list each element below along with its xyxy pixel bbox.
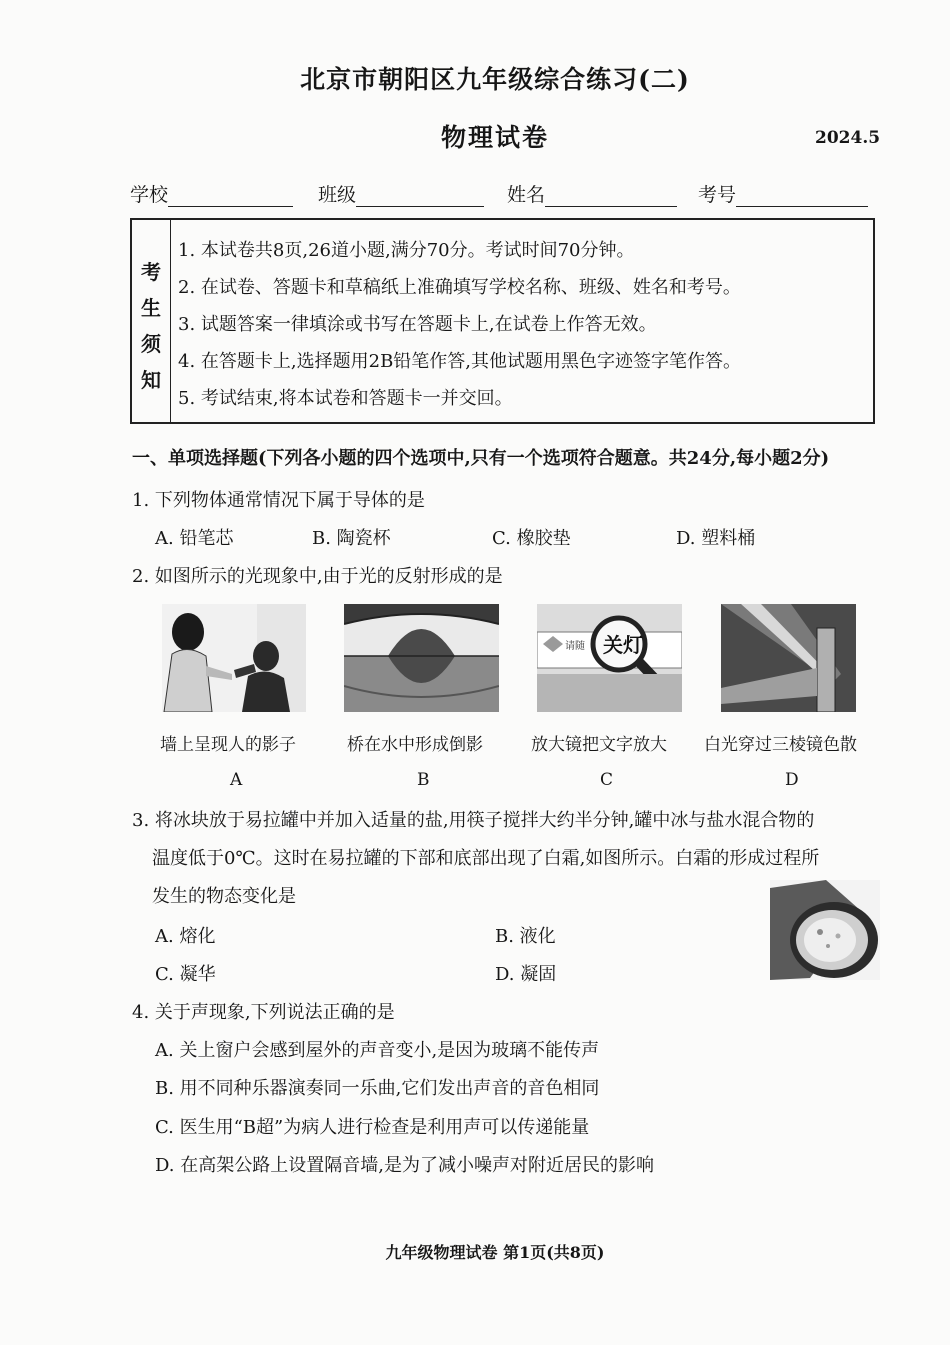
class-label: 班级 (318, 184, 357, 206)
notice-label-char: 生 (141, 296, 161, 320)
q1-stem: 1. 下列物体通常情况下属于导体的是 (132, 490, 425, 511)
notice-item: 1. 本试卷共8页,26道小题,满分70分。考试时间70分钟。 (178, 240, 635, 261)
q1-option-a[interactable]: A. 铅笔芯 (155, 528, 234, 549)
q3-option-a[interactable]: A. 熔化 (155, 926, 216, 947)
frost-can-image (770, 880, 880, 980)
q3-stem-line1: 3. 将冰块放于易拉罐中并加入适量的盐,用筷子搅拌大约半分钟,罐中冰与盐水混合物的 (132, 810, 815, 831)
prism-dispersion-image (721, 604, 856, 712)
q1-option-c[interactable]: C. 橡胶垫 (492, 528, 571, 549)
q2-stem: 2. 如图所示的光现象中,由于光的反射形成的是 (132, 566, 503, 587)
q4-option-d[interactable]: D. 在高架公路上设置隔音墙,是为了减小噪声对附近居民的影响 (155, 1155, 654, 1176)
q3-option-d[interactable]: D. 凝固 (495, 964, 557, 985)
q4-option-c[interactable]: C. 医生用“B超”为病人进行检查是利用声可以传递能量 (155, 1117, 590, 1138)
caption-a: 墙上呈现人的影子 (160, 735, 296, 755)
page-footer: 九年级物理试卷 第1页(共8页) (385, 1243, 605, 1262)
exam-number-field[interactable] (698, 180, 868, 207)
exam-subtitle: 物理试卷 (440, 123, 549, 152)
notice-label-char: 须 (141, 332, 161, 356)
q3-option-c[interactable]: C. 凝华 (155, 964, 216, 985)
q3-stem-line2: 温度低于0℃。这时在易拉罐的下部和底部出现了白霜,如图所示。白霜的形成过程所 (152, 848, 820, 869)
section-heading: 一、单项选择题(下列各小题的四个选项中,只有一个选项符合题意。共24分,每小题2分) (132, 448, 830, 469)
q4-option-b[interactable]: B. 用不同种乐器演奏同一乐曲,它们发出声音的音色相同 (155, 1078, 600, 1099)
bridge-reflection-image (344, 604, 499, 712)
exam-number-label: 考号 (698, 184, 737, 206)
sign-small-text: 请随 (565, 641, 585, 652)
q3-option-b[interactable]: B. 液化 (495, 926, 556, 947)
magnified-sign-text: 关灯 (603, 633, 643, 657)
notice-label-char: 知 (141, 368, 161, 392)
notice-label-char: 考 (141, 260, 161, 284)
shadow-image (162, 604, 306, 712)
school-label: 学校 (130, 184, 169, 206)
notice-item: 4. 在答题卡上,选择题用2B铅笔作答,其他试题用黑色字迹签字笔作答。 (178, 351, 742, 372)
q1-option-b[interactable]: B. 陶瓷杯 (312, 528, 391, 549)
q4-stem: 4. 关于声现象,下列说法正确的是 (132, 1002, 395, 1023)
q4-option-a[interactable]: A. 关上窗户会感到屋外的声音变小,是因为玻璃不能传声 (155, 1040, 600, 1061)
exam-date: 2024.5 (815, 128, 881, 148)
q2-option-b[interactable]: B (417, 770, 430, 790)
notice-item: 3. 试题答案一律填涂或书写在答题卡上,在试卷上作答无效。 (178, 314, 657, 335)
q2-option-a[interactable]: A (230, 770, 243, 790)
notice-item: 5. 考试结束,将本试卷和答题卡一并交回。 (178, 388, 513, 409)
name-field[interactable] (507, 180, 677, 207)
caption-c: 放大镜把文字放大 (531, 735, 667, 755)
name-label: 姓名 (507, 184, 546, 206)
q2-option-c[interactable]: C (600, 770, 614, 790)
caption-d: 白光穿过三棱镜色散 (704, 735, 857, 755)
caption-b: 桥在水中形成倒影 (347, 735, 483, 755)
q2-option-d[interactable]: D (785, 770, 799, 790)
class-field[interactable] (318, 180, 484, 207)
school-field[interactable] (130, 180, 293, 207)
q1-option-d[interactable]: D. 塑料桶 (676, 528, 756, 549)
notice-item: 2. 在试卷、答题卡和草稿纸上准确填写学校名称、班级、姓名和考号。 (178, 277, 741, 298)
magnifier-image (537, 604, 682, 712)
q3-stem-line3: 发生的物态变化是 (152, 886, 296, 907)
notice-side-label (132, 220, 171, 422)
exam-title: 北京市朝阳区九年级综合练习(二) (300, 65, 690, 94)
